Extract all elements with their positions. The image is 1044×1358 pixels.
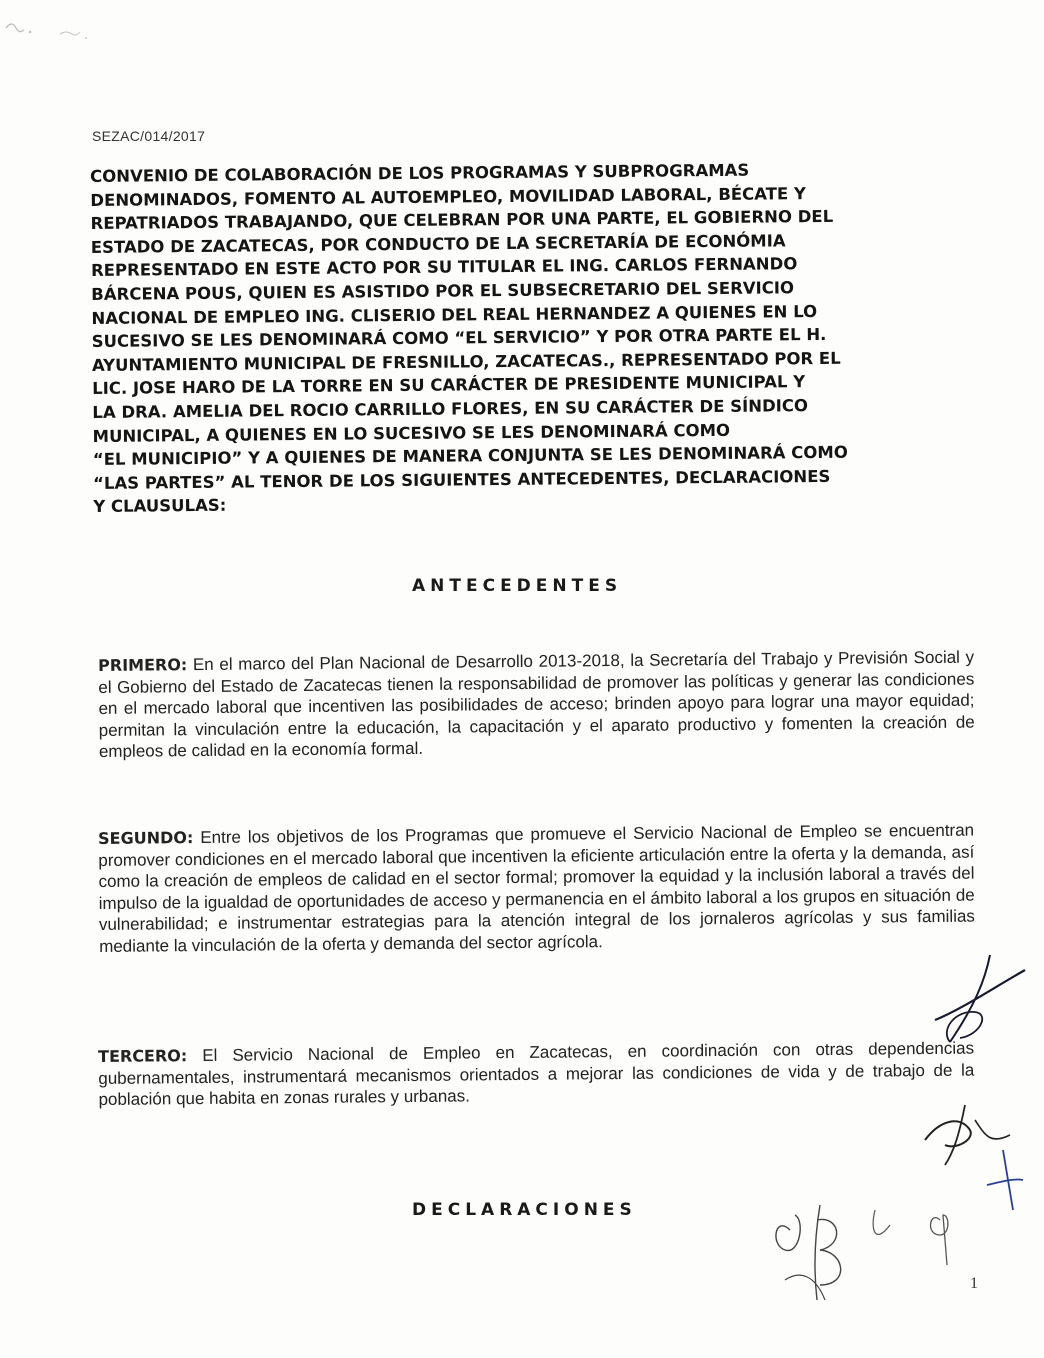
document-code: SEZAC/014/2017 (92, 128, 206, 144)
section-title-antecedentes: ANTECEDENTES (412, 576, 623, 596)
heading-line: CONVENIO DE COLABORACIÓN DE LOS PROGRAMAS Y SUBPROGRAMAS (90, 160, 750, 186)
heading-line: BÁRCENA POUS, QUIEN ES ASISTIDO POR EL SUBSECRETARIO DEL SERVICIO (91, 278, 795, 304)
heading-line: LA DRA. AMELIA DEL ROCIO CARRILLO FLORES, EN SU CARÁCTER DE SÍNDICO (92, 396, 809, 422)
paragraph-text: En el marco del Plan Nacional de Desarrollo 2013-2018, la Secretaría del Trabajo y Previsión Social y el Gobierno del Estado de Zacatecas tienen la responsabilidad de promover las políticas y generar las condiciones en el mercado laboral que incentiven las posibilidades de acceso; brinden apoyo para lograr una mayor equidad; permitan la vinculación entre la educación, la capacitación y el aparato productivo y fomenten la creación de empleos de calidad en la economía formal. (98, 647, 975, 761)
paragraph-label: PRIMERO: (98, 655, 188, 675)
heading-line: NACIONAL DE EMPLEO ING. CLISERIO DEL REAL HERNANDEZ A QUIENES EN LO (91, 301, 818, 328)
heading-line: DENOMINADOS, FOMENTO AL AUTOEMPLEO, MOVILIDAD LABORAL, BÉCATE Y (90, 183, 807, 210)
initials-signature (765, 1190, 975, 1320)
paragraph-label: SEGUNDO: (98, 828, 194, 848)
heading-line: REPATRIADOS TRABAJANDO, QUE CELEBRAN POR UNA PARTE, EL GOBIERNO DEL (90, 207, 834, 234)
paragraph-label: TERCERO: (98, 1046, 188, 1066)
paragraph-segundo (98, 820, 975, 957)
heading-line: “EL MUNICIPIO” Y A QUIENES DE MANERA CONJUNTA SE LES DENOMINARÁ COMO (92, 442, 848, 470)
agreement-heading (90, 157, 977, 519)
paragraph-primero (98, 647, 975, 763)
heading-line: LIC. JOSE HARO DE LA TORRE EN SU CARÁCTER DE PRESIDENTE MUNICIPAL Y (92, 372, 806, 399)
heading-line: SUCESIVO SE LES DENOMINARÁ COMO “EL SERVICIO” Y POR OTRA PARTE EL H. (91, 325, 827, 352)
scan-artifact (0, 0, 110, 60)
heading-line: “LAS PARTES” AL TENOR DE LOS SIGUIENTES ANTECEDENTES, DECLARACIONES (92, 466, 831, 493)
page-number: 1 (970, 1275, 978, 1292)
heading-line: ESTADO DE ZACATECAS, POR CONDUCTO DE LA SECRETARÍA DE ECONÓMIA (90, 231, 786, 257)
paragraph-tercero (98, 1038, 975, 1111)
margin-signature-1 (930, 950, 1040, 1050)
section-title-declaraciones: DECLARACIONES (412, 1200, 637, 1220)
heading-line: MUNICIPAL, A QUIENES EN LO SUCESIVO SE LES DENOMINARÁ COMO (92, 420, 731, 446)
heading-line: AYUNTAMIENTO MUNICIPAL DE FRESNILLO, ZACATECAS., REPRESENTADO POR EL (91, 348, 841, 375)
paragraph-text: El Servicio Nacional de Empleo en Zacatecas, en coordinación con otras dependencias gubernamentales, instrumentará mecanismos orientados a mejorar las condiciones de vida y de trabajo de la población que habita en zonas rurales y urbanas. (98, 1038, 975, 1109)
heading-line: REPRESENTADO EN ESTE ACTO POR SU TITULAR EL ING. CARLOS FERNANDO (90, 254, 798, 281)
paragraph-text: Entre los objetivos de los Programas que promueve el Servicio Nacional de Empleo se encuentran promover condiciones en el mercado laboral que incentiven la eficiente articulación entre la oferta y la demanda, así como la creación de empleos de calidad en el sector formal; promover la equidad y la inclusión laboral a través del impulso de la igualdad de oportunidades de acceso y permanencia en el ámbito laboral a los grupos en situación de vulnerabilidad; e instrumentar estrategias para la atención integral de los jornaleros agrícolas y sus familias mediante la vinculación de la oferta y demanda del sector agrícola. (98, 820, 975, 956)
heading-line: Y CLAUSULAS: (93, 496, 227, 517)
